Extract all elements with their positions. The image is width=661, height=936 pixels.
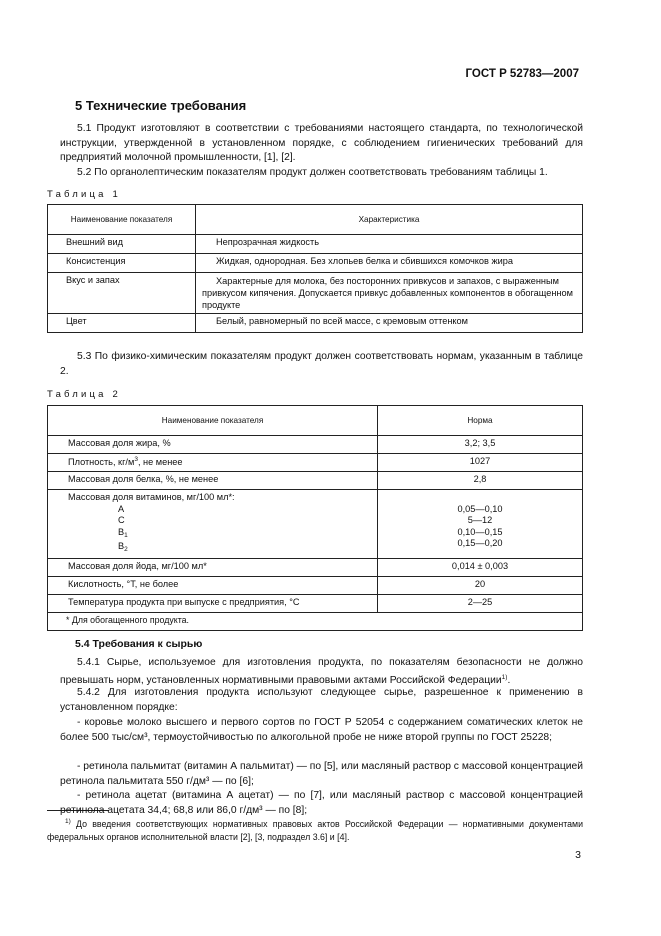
table-cell <box>48 454 378 472</box>
table-cell: 20 <box>378 576 583 594</box>
paragraph-5-4-1: 5.4.1 Сырье, используемое для изготовления продукта, по показателям безопасности не должно превышать норм, установленных нормативными правовыми актами Российской Федерации$^{1)}$. <box>60 657 583 686</box>
vitamins-label: Массовая доля витаминов, мг/100 мл*: <box>68 492 235 502</box>
table-cell: Внешний вид <box>48 235 196 254</box>
table-row <box>48 254 583 273</box>
table-cell: Вкус и запах <box>48 273 196 314</box>
vitamin-value: 0,15—0,20 <box>457 538 503 548</box>
table-cell: 1027 <box>378 454 583 472</box>
table-2 <box>47 405 583 631</box>
table-cell: Консистенция <box>48 254 196 273</box>
density-unit-superscript: 3 <box>134 456 138 463</box>
vitamin-value: 0,05—0,10 <box>457 503 503 514</box>
table-cell: Непрозрачная жидкость <box>196 235 583 254</box>
document-header-id: ГОСТ Р 52783—2007 <box>465 68 579 80</box>
vitamin-name: $B_2$ <box>118 541 128 553</box>
paragraph-5-3-text: 5.3 По физико-химическим показателям продукт должен соответствовать нормам, указанным в таблице 2. <box>60 351 583 377</box>
paragraph-5-1-text: 5.1 Продукт изготовляют в соответствии с требованиями настоящего стандарта, по технологической инструкции, утвержденной в установленном порядке, с соблюдением гигиенических требований для предприятий молочной промышленности, [1], [2]. <box>60 123 583 163</box>
paragraph-5-2-text: 5.2 По органолептическим показателям продукт должен соответствовать требованиям таблицы 1. <box>77 167 548 178</box>
table-row <box>48 576 583 594</box>
paragraph-5-4-2-text: 5.4.2 Для изготовления продукта используют следующее сырье, разрешенное к применению в установленном порядке: <box>60 687 583 713</box>
vitamin-name: $B_1$ <box>118 526 128 539</box>
table-2-caption: Таблица 2 <box>47 389 121 400</box>
page-number: 3 <box>575 849 581 861</box>
table-cell: Цвет <box>48 314 196 333</box>
table-cell: Массовая доля йода, мг/100 мл* <box>48 558 378 576</box>
table-row <box>48 436 583 454</box>
vitamin-name: C <box>118 515 125 525</box>
density-label-tail: , не менее <box>137 457 183 467</box>
section-5-title: 5 Технические требования <box>75 98 247 113</box>
table-row <box>48 454 583 472</box>
table-1 <box>47 204 583 333</box>
table-cell: 2—25 <box>378 594 583 612</box>
table-2-header-norm: Норма <box>378 406 583 436</box>
footnote-ref: 1) <box>501 673 508 681</box>
table-cell: Белый, равномерный по всей массе, с кремовым оттенком <box>196 314 583 333</box>
table-row <box>48 490 583 559</box>
paragraph-5-4-2 <box>60 686 583 715</box>
paragraph-5-3 <box>60 350 583 379</box>
table-cell: Характерные для молока, без посторонних привкусов и запахов, с выраженным привкусом кипячения. Допускается привкус добавленных компонентов в обогащенном продукте <box>196 273 583 314</box>
table-row <box>48 558 583 576</box>
footnote-text: До введения соответствующих нормативных правовых актов Российской Федерации — нормативными документами федеральных органов исполнительной власти [2], [3, подраздел 3.6] и [4]. <box>47 819 583 842</box>
table-1-header-name: Наименование показателя <box>48 205 196 235</box>
table-row <box>48 612 583 630</box>
table-row <box>48 273 583 314</box>
list-item-text: - коровье молоко высшего и первого сортов по ГОСТ Р 52054 с содержанием соматических клеток не более 500 тыс/см³, термоустойчивостью по алкогольной пробе не ниже второй группы по ГОСТ 25228; <box>60 717 583 743</box>
footnote <box>47 816 583 843</box>
table-1-caption: Таблица 1 <box>47 189 121 200</box>
list-item <box>60 789 583 818</box>
paragraph-5-4-1-text: 5.4.1 Сырье, используемое для изготовления продукта, по показателям безопасности не должно превышать норм, установленных нормативными правовыми актами Российской Федерации <box>60 657 583 686</box>
table-cell: Кислотность, °Т, не более <box>48 576 378 594</box>
vitamin-value: 0,10—0,15 <box>457 526 503 537</box>
density-label: Плотность, кг/м <box>68 457 135 467</box>
table-cell: Температура продукта при выпуске с предприятия, °С <box>48 594 378 612</box>
table-1-header-characteristic: Характеристика <box>196 205 583 235</box>
table-row <box>48 472 583 490</box>
table-2-header-name: Наименование показателя <box>48 406 378 436</box>
table-cell: 2,8 <box>378 472 583 490</box>
table-row <box>48 594 583 612</box>
vitamin-value: 5—12 <box>467 515 493 525</box>
paragraph-5-1 <box>60 122 583 166</box>
footnote-mark: 1) <box>65 818 71 825</box>
table-cell: 0,014 ± 0,003 <box>378 558 583 576</box>
table-2-note: * Для обогащенного продукта. <box>48 612 583 630</box>
vitamin-name: A <box>118 503 125 514</box>
table-cell <box>378 490 583 559</box>
list-item <box>60 716 583 745</box>
table-row <box>48 235 583 254</box>
paragraph-5-2 <box>60 166 583 181</box>
table-cell: Массовая доля белка, %, не менее <box>48 472 378 490</box>
section-5-4-title: 5.4 Требования к сырью <box>75 638 203 650</box>
list-item-text: - ретинола пальмитат (витамин А пальмитат) — по [5], или масляный раствор с массовой концентрацией ретинола пальмитата 550 г/дм³ — по [6]; <box>60 761 583 787</box>
table-cell: Жидкая, однородная. Без хлопьев белка и сбившихся комочков жира <box>196 254 583 273</box>
table-cell <box>48 490 378 559</box>
table-row <box>48 314 583 333</box>
table-cell: Массовая доля жира, % <box>48 436 378 454</box>
list-item-text: - ретинола ацетат (витамина А ацетат) — по [7], или масляный раствор с массовой концентрацией ретинола ацетата 34,4; 68,8 или 86,0 г/дм³ — по [8]; <box>60 790 583 816</box>
list-item <box>60 760 583 789</box>
table-cell: 3,2; 3,5 <box>378 436 583 454</box>
